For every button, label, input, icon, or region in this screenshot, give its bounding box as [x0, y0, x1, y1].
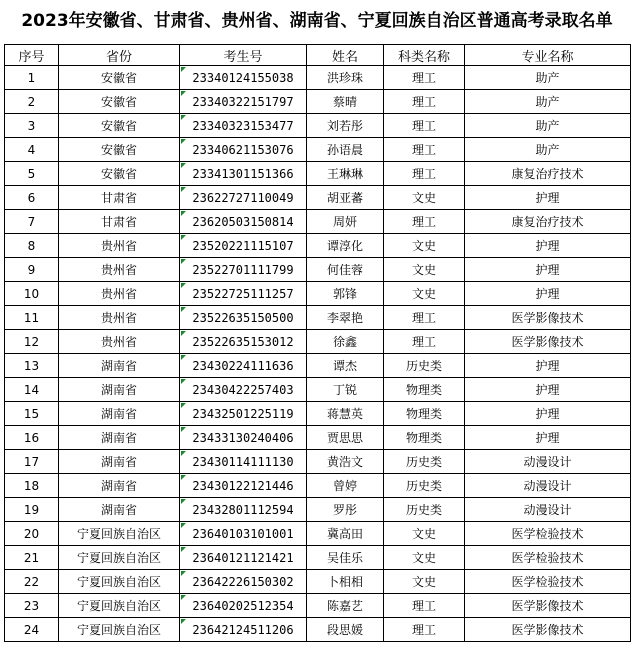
cell-index: 23 — [5, 594, 59, 618]
cell-name: 郭锋 — [307, 282, 384, 306]
table-row — [5, 66, 631, 90]
page-title: 2023年安徽省、甘肃省、贵州省、湖南省、宁夏回族自治区普通高考录取名单 — [21, 11, 613, 31]
cell-major: 医学影像技术 — [465, 618, 631, 642]
cell-name: 段思媛 — [307, 618, 384, 642]
cell-index: 11 — [5, 306, 59, 330]
cell-category: 物理类 — [384, 378, 465, 402]
table-row — [5, 330, 631, 354]
cell-index: 21 — [5, 546, 59, 570]
cell-index: 5 — [5, 162, 59, 186]
cell-exam-number: 23340621153076 — [180, 138, 307, 162]
cell-index: 16 — [5, 426, 59, 450]
cell-province: 宁夏回族自治区 — [59, 522, 180, 546]
cell-category: 理工 — [384, 594, 465, 618]
cell-index: 4 — [5, 138, 59, 162]
cell-major: 助产 — [465, 114, 631, 138]
cell-province: 安徽省 — [59, 138, 180, 162]
cell-province: 湖南省 — [59, 498, 180, 522]
cell-exam-number: 23432801112594 — [180, 498, 307, 522]
header-major: 专业名称 — [465, 45, 631, 66]
table-row — [5, 426, 631, 450]
cell-province: 贵州省 — [59, 258, 180, 282]
cell-province: 湖南省 — [59, 474, 180, 498]
cell-major: 医学影像技术 — [465, 594, 631, 618]
cell-exam-number: 23432501225119 — [180, 402, 307, 426]
cell-category: 历史类 — [384, 474, 465, 498]
cell-category: 文史 — [384, 282, 465, 306]
cell-exam-number: 23640103101001 — [180, 522, 307, 546]
table-row — [5, 594, 631, 618]
cell-exam-number: 23430122121446 — [180, 474, 307, 498]
cell-major: 护理 — [465, 282, 631, 306]
table-row — [5, 282, 631, 306]
cell-exam-number: 23522701111799 — [180, 258, 307, 282]
cell-category: 理工 — [384, 618, 465, 642]
table-row — [5, 234, 631, 258]
table-row — [5, 378, 631, 402]
cell-exam-number: 23430224111636 — [180, 354, 307, 378]
cell-category: 理工 — [384, 90, 465, 114]
header-name: 姓名 — [307, 45, 384, 66]
cell-index: 19 — [5, 498, 59, 522]
cell-name: 冀高田 — [307, 522, 384, 546]
cell-major: 助产 — [465, 138, 631, 162]
cell-exam-number: 23522725111257 — [180, 282, 307, 306]
cell-major: 医学检验技术 — [465, 522, 631, 546]
cell-index: 1 — [5, 66, 59, 90]
cell-index: 10 — [5, 282, 59, 306]
cell-name: 王琳琳 — [307, 162, 384, 186]
table-row — [5, 450, 631, 474]
cell-index: 13 — [5, 354, 59, 378]
table-row — [5, 162, 631, 186]
table-row — [5, 138, 631, 162]
cell-major: 护理 — [465, 234, 631, 258]
cell-name: 曾婷 — [307, 474, 384, 498]
cell-province: 甘肃省 — [59, 186, 180, 210]
cell-name: 贾思思 — [307, 426, 384, 450]
table-row — [5, 258, 631, 282]
cell-province: 安徽省 — [59, 66, 180, 90]
cell-index: 18 — [5, 474, 59, 498]
table-row — [5, 114, 631, 138]
cell-name: 胡亚蕃 — [307, 186, 384, 210]
cell-major: 护理 — [465, 354, 631, 378]
cell-name: 周妍 — [307, 210, 384, 234]
cell-index: 14 — [5, 378, 59, 402]
cell-major: 护理 — [465, 402, 631, 426]
cell-name: 罗彤 — [307, 498, 384, 522]
cell-index: 12 — [5, 330, 59, 354]
cell-province: 宁夏回族自治区 — [59, 570, 180, 594]
cell-category: 物理类 — [384, 402, 465, 426]
cell-province: 湖南省 — [59, 426, 180, 450]
table-row — [5, 618, 631, 642]
cell-major: 助产 — [465, 66, 631, 90]
cell-exam-number: 23642226150302 — [180, 570, 307, 594]
table-row — [5, 522, 631, 546]
table-row — [5, 570, 631, 594]
cell-province: 湖南省 — [59, 378, 180, 402]
cell-index: 3 — [5, 114, 59, 138]
cell-category: 理工 — [384, 114, 465, 138]
cell-exam-number: 23622727110049 — [180, 186, 307, 210]
cell-index: 7 — [5, 210, 59, 234]
header-row — [5, 45, 631, 66]
cell-major: 护理 — [465, 426, 631, 450]
cell-name: 卜相相 — [307, 570, 384, 594]
admission-table — [4, 44, 631, 642]
cell-category: 理工 — [384, 138, 465, 162]
cell-exam-number: 23340322151797 — [180, 90, 307, 114]
cell-exam-number: 23341301151366 — [180, 162, 307, 186]
cell-index: 9 — [5, 258, 59, 282]
cell-province: 安徽省 — [59, 90, 180, 114]
cell-index: 6 — [5, 186, 59, 210]
cell-major: 医学检验技术 — [465, 546, 631, 570]
cell-index: 2 — [5, 90, 59, 114]
cell-province: 贵州省 — [59, 330, 180, 354]
cell-province: 安徽省 — [59, 162, 180, 186]
cell-exam-number: 23430422257403 — [180, 378, 307, 402]
cell-province: 宁夏回族自治区 — [59, 594, 180, 618]
table-row — [5, 90, 631, 114]
cell-major: 医学影像技术 — [465, 330, 631, 354]
cell-name: 谭淳化 — [307, 234, 384, 258]
header-province: 省份 — [59, 45, 180, 66]
cell-category: 历史类 — [384, 498, 465, 522]
cell-province: 贵州省 — [59, 306, 180, 330]
table-row — [5, 306, 631, 330]
cell-province: 贵州省 — [59, 282, 180, 306]
cell-name: 徐鑫 — [307, 330, 384, 354]
cell-name: 李翠艳 — [307, 306, 384, 330]
cell-category: 文史 — [384, 186, 465, 210]
cell-exam-number: 23340124155038 — [180, 66, 307, 90]
cell-province: 甘肃省 — [59, 210, 180, 234]
table-row — [5, 474, 631, 498]
cell-category: 理工 — [384, 330, 465, 354]
table-row — [5, 354, 631, 378]
cell-index: 17 — [5, 450, 59, 474]
header-index: 序号 — [5, 45, 59, 66]
cell-name: 蒋慧英 — [307, 402, 384, 426]
cell-exam-number: 23522635150500 — [180, 306, 307, 330]
cell-exam-number: 23640121121421 — [180, 546, 307, 570]
cell-category: 物理类 — [384, 426, 465, 450]
cell-exam-number: 23522635153012 — [180, 330, 307, 354]
cell-category: 历史类 — [384, 450, 465, 474]
table-row — [5, 546, 631, 570]
cell-province: 安徽省 — [59, 114, 180, 138]
cell-major: 助产 — [465, 90, 631, 114]
cell-index: 8 — [5, 234, 59, 258]
cell-name: 谭杰 — [307, 354, 384, 378]
cell-category: 文史 — [384, 234, 465, 258]
cell-index: 15 — [5, 402, 59, 426]
cell-major: 护理 — [465, 258, 631, 282]
cell-category: 理工 — [384, 162, 465, 186]
table-row — [5, 210, 631, 234]
cell-name: 丁锐 — [307, 378, 384, 402]
cell-name: 陈嘉艺 — [307, 594, 384, 618]
cell-major: 康复治疗技术 — [465, 162, 631, 186]
cell-category: 理工 — [384, 66, 465, 90]
header-exam-number: 考生号 — [180, 45, 307, 66]
cell-index: 24 — [5, 618, 59, 642]
cell-exam-number: 23340323153477 — [180, 114, 307, 138]
cell-category: 文史 — [384, 570, 465, 594]
cell-exam-number: 23620503150814 — [180, 210, 307, 234]
cell-major: 医学影像技术 — [465, 306, 631, 330]
header-category: 科类名称 — [384, 45, 465, 66]
cell-major: 动漫设计 — [465, 474, 631, 498]
table-row — [5, 186, 631, 210]
cell-name: 黄浩文 — [307, 450, 384, 474]
cell-name: 吴佳乐 — [307, 546, 384, 570]
cell-category: 文史 — [384, 546, 465, 570]
cell-exam-number: 23520221115107 — [180, 234, 307, 258]
table-row — [5, 402, 631, 426]
cell-exam-number: 23430114111130 — [180, 450, 307, 474]
cell-name: 何佳蓉 — [307, 258, 384, 282]
cell-category: 文史 — [384, 522, 465, 546]
cell-name: 孙语晨 — [307, 138, 384, 162]
cell-index: 20 — [5, 522, 59, 546]
cell-exam-number: 23642124511206 — [180, 618, 307, 642]
cell-province: 湖南省 — [59, 450, 180, 474]
cell-name: 刘若彤 — [307, 114, 384, 138]
cell-index: 22 — [5, 570, 59, 594]
cell-major: 护理 — [465, 186, 631, 210]
cell-major: 护理 — [465, 378, 631, 402]
cell-category: 理工 — [384, 306, 465, 330]
table-row — [5, 498, 631, 522]
cell-major: 动漫设计 — [465, 498, 631, 522]
cell-category: 理工 — [384, 210, 465, 234]
cell-name: 洪珍珠 — [307, 66, 384, 90]
cell-province: 宁夏回族自治区 — [59, 546, 180, 570]
cell-province: 贵州省 — [59, 234, 180, 258]
cell-province: 湖南省 — [59, 402, 180, 426]
cell-category: 历史类 — [384, 354, 465, 378]
cell-exam-number: 23433130240406 — [180, 426, 307, 450]
cell-province: 湖南省 — [59, 354, 180, 378]
cell-major: 动漫设计 — [465, 450, 631, 474]
cell-category: 文史 — [384, 258, 465, 282]
cell-major: 康复治疗技术 — [465, 210, 631, 234]
cell-name: 蔡晴 — [307, 90, 384, 114]
cell-exam-number: 23640202512354 — [180, 594, 307, 618]
cell-major: 医学检验技术 — [465, 570, 631, 594]
cell-province: 宁夏回族自治区 — [59, 618, 180, 642]
